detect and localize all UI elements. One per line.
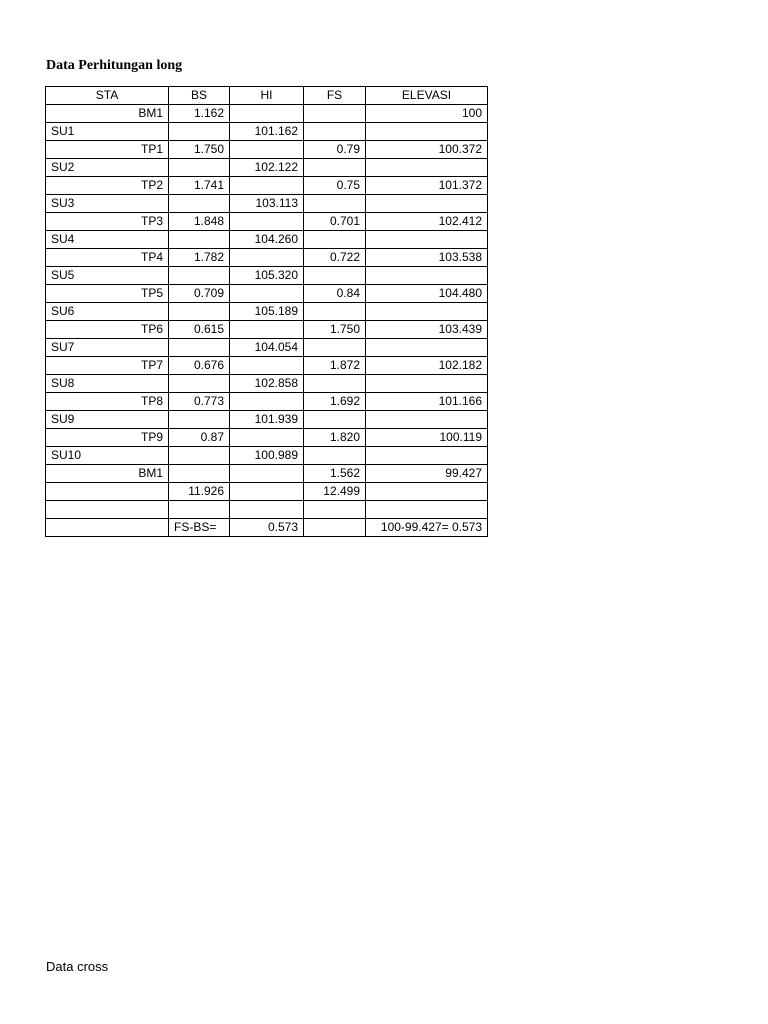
bs-cell — [169, 375, 230, 393]
data-cross-label: Data cross — [46, 959, 109, 974]
fs-cell: 1.872 — [304, 357, 366, 375]
bs-cell — [169, 267, 230, 285]
bs-cell: 1.162 — [169, 105, 230, 123]
table-row — [46, 141, 488, 159]
totals-row — [46, 483, 488, 501]
hi-cell — [230, 177, 304, 195]
sta-cell: TP7 — [46, 357, 169, 375]
document-title: Data Perhitungan long — [46, 58, 183, 73]
bs-cell: 0.87 — [169, 429, 230, 447]
table-row — [46, 339, 488, 357]
bs-cell — [169, 231, 230, 249]
header-hi: HI — [230, 87, 304, 105]
bs-cell: 0.773 — [169, 393, 230, 411]
table-row — [46, 303, 488, 321]
bs-cell: 0.709 — [169, 285, 230, 303]
table-row — [46, 177, 488, 195]
bs-cell: 0.615 — [169, 321, 230, 339]
blank-cell — [46, 501, 169, 519]
table-row — [46, 411, 488, 429]
hi-cell — [230, 141, 304, 159]
hi-cell — [230, 465, 304, 483]
fs-cell — [304, 267, 366, 285]
sta-cell: TP6 — [46, 321, 169, 339]
sta-cell: TP5 — [46, 285, 169, 303]
fs-cell — [304, 375, 366, 393]
elevasi-cell: 104.480 — [366, 285, 488, 303]
hi-cell — [230, 213, 304, 231]
elevasi-cell: 103.439 — [366, 321, 488, 339]
elevasi-cell: 100.119 — [366, 429, 488, 447]
bs-cell: 1.741 — [169, 177, 230, 195]
fs-cell — [304, 411, 366, 429]
bs-cell — [169, 123, 230, 141]
blank-cell — [366, 501, 488, 519]
elevasi-cell — [366, 411, 488, 429]
table-body — [46, 105, 488, 483]
elevasi-cell: 103.538 — [366, 249, 488, 267]
hi-cell: 102.858 — [230, 375, 304, 393]
summary-row — [46, 519, 488, 537]
hi-cell — [230, 105, 304, 123]
hi-cell: 104.054 — [230, 339, 304, 357]
fs-cell: 1.692 — [304, 393, 366, 411]
bs-cell: 1.848 — [169, 213, 230, 231]
fs-cell: 0.79 — [304, 141, 366, 159]
hi-cell — [230, 321, 304, 339]
fs-cell — [304, 303, 366, 321]
sta-cell: BM1 — [46, 105, 169, 123]
table-row — [46, 159, 488, 177]
table-row — [46, 357, 488, 375]
hi-cell: 103.113 — [230, 195, 304, 213]
sta-cell: TP1 — [46, 141, 169, 159]
hi-cell: 101.939 — [230, 411, 304, 429]
sta-cell: SU1 — [46, 123, 169, 141]
elevasi-cell: 102.412 — [366, 213, 488, 231]
sta-cell: SU10 — [46, 447, 169, 465]
header-elevasi: ELEVASI — [366, 87, 488, 105]
table-row — [46, 429, 488, 447]
bs-cell — [169, 159, 230, 177]
hi-cell — [230, 249, 304, 267]
elevasi-cell — [366, 447, 488, 465]
sta-cell: SU6 — [46, 303, 169, 321]
hi-cell: 102.122 — [230, 159, 304, 177]
sta-cell: TP4 — [46, 249, 169, 267]
table-row — [46, 465, 488, 483]
sta-cell: TP3 — [46, 213, 169, 231]
header-fs: FS — [304, 87, 366, 105]
elevasi-cell — [366, 339, 488, 357]
fs-cell — [304, 159, 366, 177]
fs-cell — [304, 195, 366, 213]
sta-cell: SU4 — [46, 231, 169, 249]
summary-sta-cell — [46, 519, 169, 537]
sta-cell: SU2 — [46, 159, 169, 177]
hi-cell: 105.320 — [230, 267, 304, 285]
totals-sta-cell — [46, 483, 169, 501]
elevasi-cell: 102.182 — [366, 357, 488, 375]
elevasi-cell: 101.372 — [366, 177, 488, 195]
fs-cell — [304, 105, 366, 123]
fs-cell: 1.562 — [304, 465, 366, 483]
elevasi-cell — [366, 159, 488, 177]
total-bs: 11.926 — [169, 483, 230, 501]
blank-cell — [230, 501, 304, 519]
elevasi-cell — [366, 375, 488, 393]
total-fs: 12.499 — [304, 483, 366, 501]
sta-cell: SU3 — [46, 195, 169, 213]
leveling-table — [45, 86, 488, 537]
bs-cell — [169, 195, 230, 213]
hi-cell — [230, 285, 304, 303]
elevasi-cell — [366, 303, 488, 321]
fs-cell: 1.750 — [304, 321, 366, 339]
bs-cell — [169, 465, 230, 483]
table-row — [46, 267, 488, 285]
totals-hi-cell — [230, 483, 304, 501]
table-row — [46, 393, 488, 411]
table-row — [46, 195, 488, 213]
hi-cell — [230, 357, 304, 375]
table-row — [46, 375, 488, 393]
sta-cell: BM1 — [46, 465, 169, 483]
elevasi-cell — [366, 267, 488, 285]
table-row — [46, 213, 488, 231]
sta-cell: SU8 — [46, 375, 169, 393]
elevasi-cell: 101.166 — [366, 393, 488, 411]
fs-cell — [304, 123, 366, 141]
elevasi-cell — [366, 195, 488, 213]
fs-cell: 0.701 — [304, 213, 366, 231]
header-bs: BS — [169, 87, 230, 105]
hi-cell: 105.189 — [230, 303, 304, 321]
summary-fs-cell — [304, 519, 366, 537]
bs-cell — [169, 447, 230, 465]
hi-cell: 101.162 — [230, 123, 304, 141]
sta-cell: TP2 — [46, 177, 169, 195]
sta-cell: TP9 — [46, 429, 169, 447]
fs-cell — [304, 339, 366, 357]
fs-cell: 0.75 — [304, 177, 366, 195]
header-row — [46, 87, 488, 105]
bs-cell — [169, 411, 230, 429]
fs-cell — [304, 231, 366, 249]
bs-cell: 1.782 — [169, 249, 230, 267]
bs-cell: 0.676 — [169, 357, 230, 375]
bs-cell — [169, 303, 230, 321]
hi-cell: 100.989 — [230, 447, 304, 465]
sta-cell: SU5 — [46, 267, 169, 285]
fs-cell: 0.722 — [304, 249, 366, 267]
elevasi-cell: 100.372 — [366, 141, 488, 159]
table-row — [46, 105, 488, 123]
table-row — [46, 285, 488, 303]
fs-cell: 0.84 — [304, 285, 366, 303]
bs-cell: 1.750 — [169, 141, 230, 159]
hi-cell — [230, 429, 304, 447]
fs-bs-label: FS-BS= — [169, 519, 230, 537]
header-sta: STA — [46, 87, 169, 105]
hi-cell: 104.260 — [230, 231, 304, 249]
elevasi-cell — [366, 123, 488, 141]
sta-cell: TP8 — [46, 393, 169, 411]
table-row — [46, 231, 488, 249]
hi-cell — [230, 393, 304, 411]
bs-cell — [169, 339, 230, 357]
elevation-check: 100-99.427= 0.573 — [366, 519, 488, 537]
elevasi-cell: 99.427 — [366, 465, 488, 483]
elevasi-cell — [366, 231, 488, 249]
blank-row — [46, 501, 488, 519]
elevasi-cell: 100 — [366, 105, 488, 123]
table-row — [46, 447, 488, 465]
fs-cell: 1.820 — [304, 429, 366, 447]
blank-cell — [169, 501, 230, 519]
blank-cell — [304, 501, 366, 519]
table-row — [46, 123, 488, 141]
fs-cell — [304, 447, 366, 465]
fs-bs-value: 0.573 — [230, 519, 304, 537]
table-row — [46, 249, 488, 267]
sta-cell: SU9 — [46, 411, 169, 429]
table-row — [46, 321, 488, 339]
sta-cell: SU7 — [46, 339, 169, 357]
totals-elevasi-cell — [366, 483, 488, 501]
